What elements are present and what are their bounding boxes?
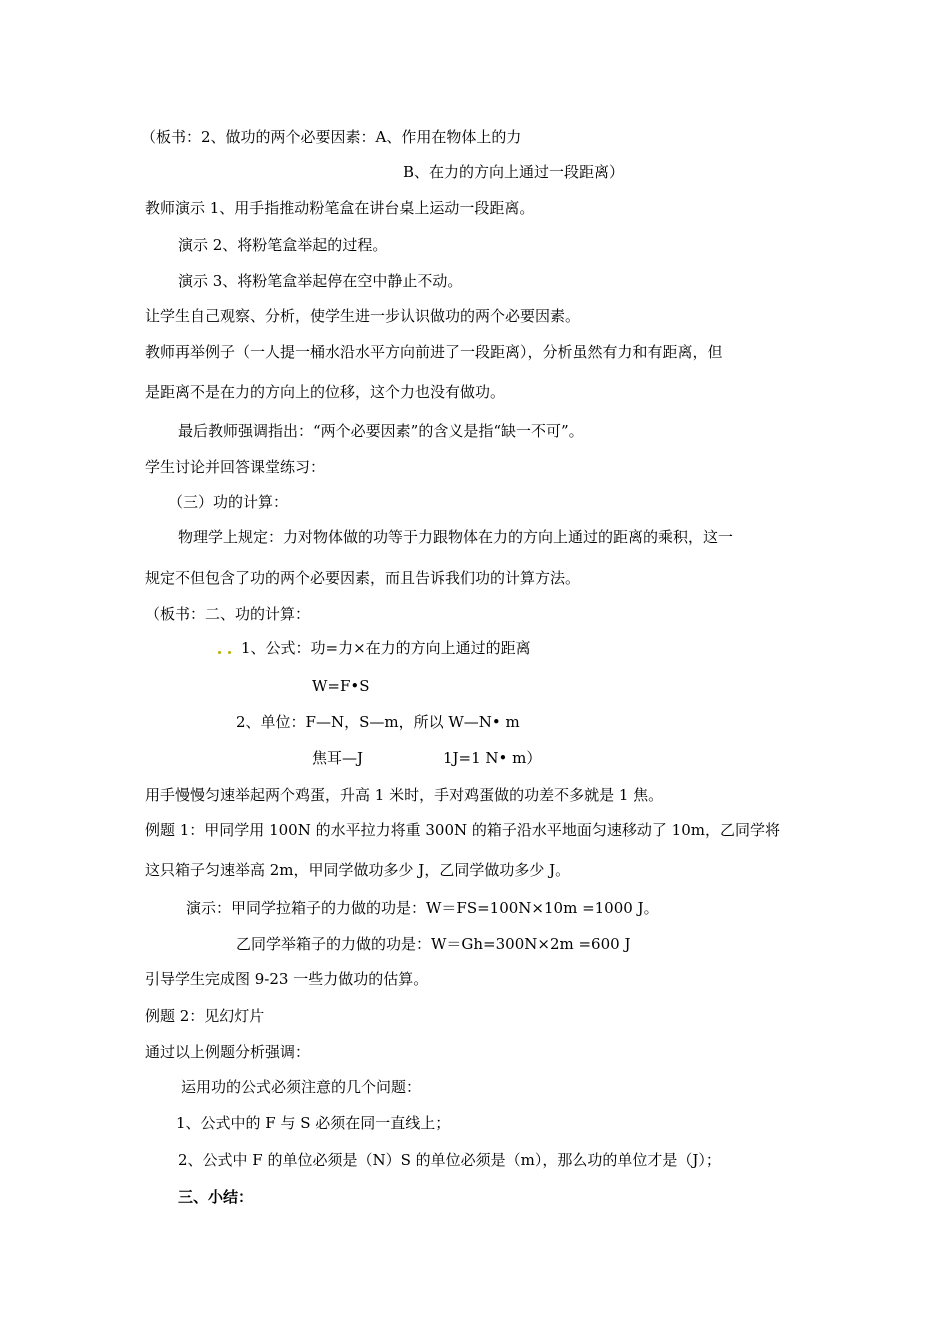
text-line: 让学生自己观察、分析，使学生进一步认识做功的两个必要因素。 — [145, 307, 581, 325]
example-line: 例题 1：甲同学用 100N 的水平拉力将重 300N 的箱子沿水平地面匀速移动了 10m，乙同学将 — [145, 821, 780, 839]
text-line: 运用功的公式必须注意的几个问题： — [181, 1078, 422, 1096]
formula-line: 1、公式：功=力×在力的方向上通过的距离 — [241, 639, 531, 657]
unit-name: 焦耳—J — [312, 749, 364, 767]
unit-line: 2、单位：F—N，S—m，所以 W—N• m — [236, 713, 520, 731]
text-line: 物理学上规定：力对物体做的功等于力跟物体在力的方向上通过的距离的乘积，这一 — [178, 528, 734, 546]
text-line: 学生讨论并回答课堂练习： — [145, 458, 326, 476]
text-line: 演示 2、将粉笔盒举起的过程。 — [178, 236, 388, 254]
text-line: 是距离不是在力的方向上的位移，这个力也没有做功。 — [145, 383, 506, 401]
unit-definition: 1J=1 N• m） — [443, 749, 542, 767]
list-item: 2、公式中 F 的单位必须是（N）S 的单位必须是（m），那么功的单位才是（J）； — [178, 1151, 721, 1169]
example-line: 这只箱子匀速举高 2m，甲同学做功多少 J，乙同学做功多少 J。 — [145, 861, 571, 879]
formula: W=F•S — [312, 677, 370, 695]
text-line: B、在力的方向上通过一段距离） — [403, 163, 625, 181]
section-heading: 三、小结： — [178, 1188, 254, 1206]
text-line: 教师演示 1、用手指推动粉笔盒在讲台桌上运动一段距离。 — [145, 199, 535, 217]
annotation-mark — [218, 651, 221, 654]
text-line: 最后教师强调指出：“两个必要因素”的含义是指“缺一不可”。 — [178, 422, 584, 440]
demo-line: 演示：甲同学拉箱子的力做的功是：W＝FS=100N×10m =1000 J。 — [186, 899, 659, 917]
section-heading: （三）功的计算： — [168, 493, 289, 511]
example-line: 例题 2：见幻灯片 — [145, 1007, 265, 1025]
text-line: （板书：2、做功的两个必要因素：A、作用在物体上的力 — [141, 128, 522, 146]
text-line: 通过以上例题分析强调： — [145, 1043, 311, 1061]
text-line: 演示 3、将粉笔盒举起停在空中静止不动。 — [178, 272, 463, 290]
text-line: 教师再举例子（一人提一桶水沿水平方向前进了一段距离），分析虽然有力和有距离，但 — [145, 343, 723, 361]
demo-line: 乙同学举箱子的力做的功是：W＝Gh=300N×2m =600 J — [236, 935, 631, 953]
text-line: 规定不但包含了功的两个必要因素，而且告诉我们功的计算方法。 — [145, 569, 581, 587]
text-line: 用手慢慢匀速举起两个鸡蛋，升高 1 米时，手对鸡蛋做的功差不多就是 1 焦。 — [145, 786, 664, 804]
annotation-mark — [228, 651, 231, 654]
text-line: 引导学生完成图 9-23 一些力做功的估算。 — [145, 970, 429, 988]
list-item: 1、公式中的 F 与 S 必须在同一直线上； — [176, 1114, 451, 1132]
text-line: （板书：二、功的计算： — [145, 605, 311, 623]
